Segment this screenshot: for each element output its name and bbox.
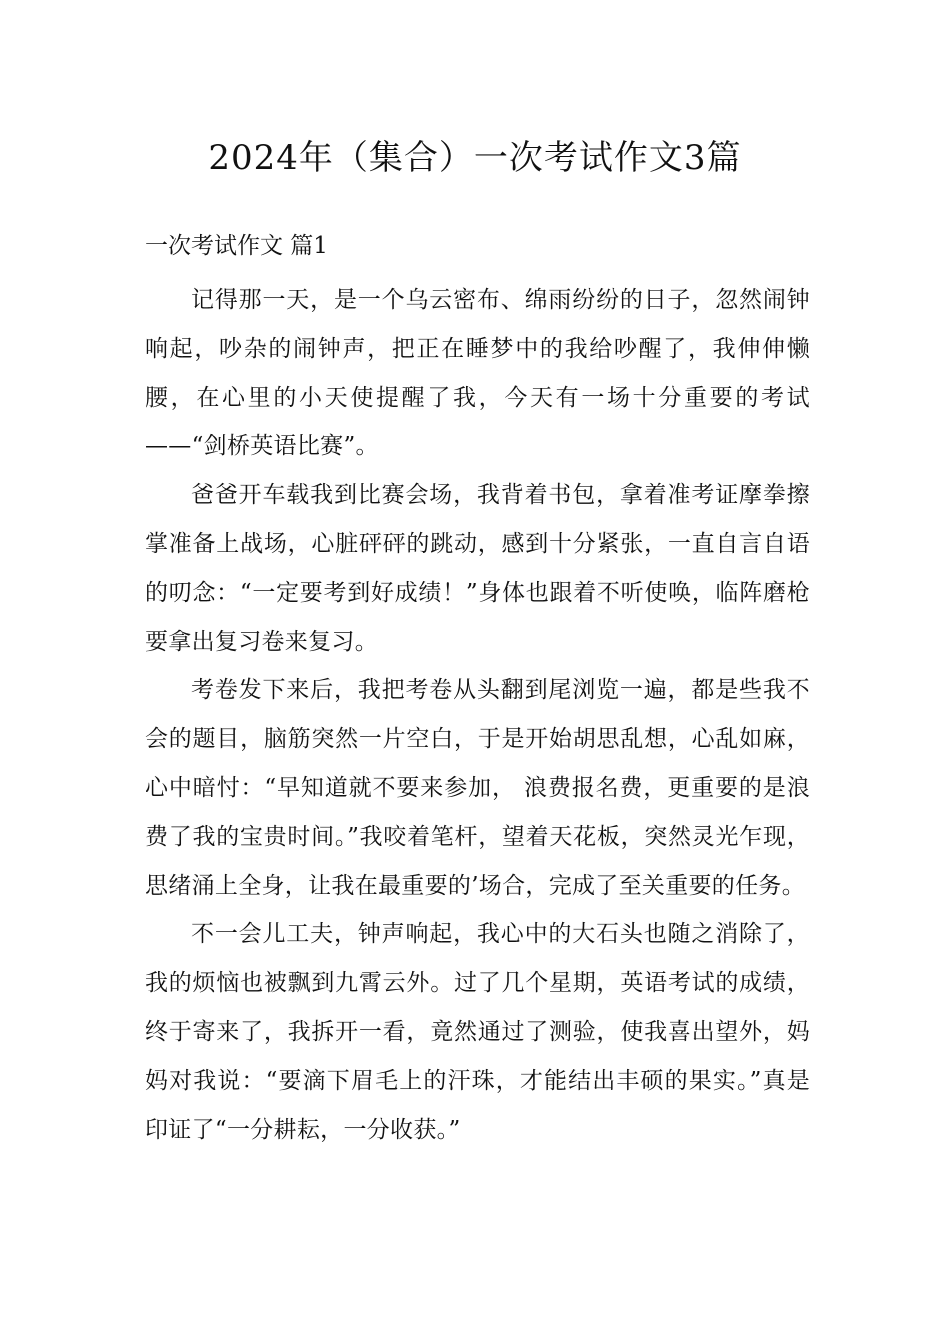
section-body	[145, 276, 810, 1154]
paragraph: 不一会儿工夫，钟声响起，我心中的大石头也随之消除了，我的烦恼也被飘到九霄云外。过了几个星期，英语考试的成绩，终于寄来了，我拆开一看，竟然通过了测验，使我喜出望外，妈妈对我说：“要滴下眉毛上的汗珠，才能结出丰硕的果实。”真是印证了“一分耕耘，一分收获。”	[145, 921, 810, 1143]
paragraph: 记得那一天，是一个乌云密布、绵雨纷纷的日子，忽然闹钟响起，吵杂的闹钟声，把正在睡梦中的我给吵醒了，我伸伸懒腰，在心里的小天使提醒了我，今天有一场十分重要的考试——“剑桥英语比赛”。	[145, 287, 810, 460]
section-heading: 一次考试作文 篇1	[145, 233, 328, 259]
paragraph: 爸爸开车载我到比赛会场，我背着书包，拿着准考证摩拳擦掌准备上战场，心脏砰砰的跳动，感到十分紧张，一直自言自语的叨念：“一定要考到好成绩！”身体也跟着不听使唤，临阵磨枪要拿出复习卷来复习。	[145, 482, 810, 655]
document-title: 2024年（集合）一次考试作文3篇	[208, 138, 742, 178]
paragraph: 考卷发下来后，我把考卷从头翻到尾浏览一遍，都是些我不会的题目，脑筋突然一片空白，于是开始胡思乱想，心乱如麻，心中暗忖：“早知道就不要来参加， 浪费报名费，更重要的是浪费了我的宝贵时间。”我咬着笔杆，望着天花板，突然灵光乍现，思绪涌上全身，让我在最重要的’场合，完成了至关重要的任务。	[145, 677, 810, 899]
